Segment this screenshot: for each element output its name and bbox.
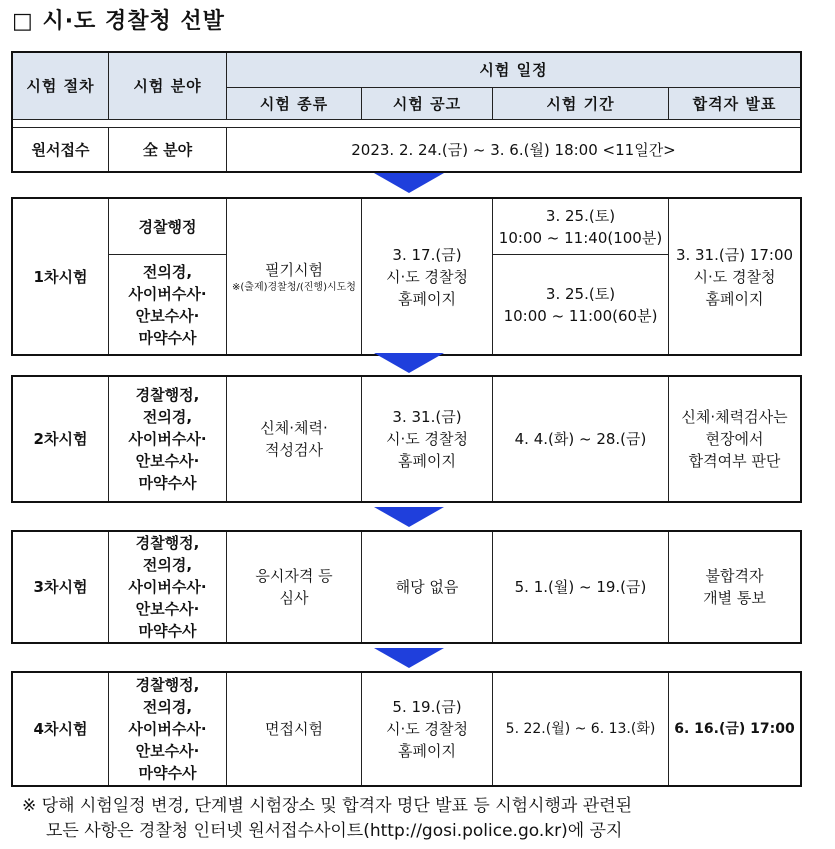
flow-arrow-icon [374,648,444,668]
stage4-field-line: 안보수사· [135,742,200,760]
stage3-result-line: 불합격자 [705,567,764,585]
stage2-field-line: 전의경, [142,408,193,426]
stage2-period: 4. 4.(화) ~ 28.(금) [493,377,669,502]
stage3-result-line: 개별 통보 [703,589,766,607]
stage1-field-b [109,255,227,355]
stage3-label: 3차시험 [13,532,109,643]
flow-arrow-icon [374,353,444,373]
stage2-notice-line: 시·도 경찰청 [386,430,468,448]
stage3-field-line: 전의경, [142,556,193,574]
section-title: □ 시·도 경찰청 선발 [12,9,225,34]
header-result: 합격자 발표 [669,88,801,120]
stage1-field-line: 전의경, [142,262,193,281]
header-field: 시험 분야 [109,53,227,120]
header-type: 시험 종류 [227,88,362,120]
stage1-notice-line: 시·도 경찰청 [386,267,468,286]
stage1-result-line: 홈페이지 [705,289,764,308]
stage2-notice-line: 홈페이지 [398,452,456,470]
stage3-type [227,532,362,643]
stage1-period-b-line: 3. 25.(토) [545,284,616,303]
header-schedule: 시험 일정 [227,53,801,88]
stage4-field-line: 마약수사 [138,764,197,782]
stage3-period: 5. 1.(월) ~ 19.(금) [493,532,669,643]
stage1-label: 1차시험 [13,199,109,355]
stage2-label: 2차시험 [13,377,109,502]
stage2-type [227,377,362,502]
stage1-notice [362,199,493,355]
stage4-notice [362,673,493,786]
header-procedure: 시험 절차 [13,53,109,120]
stage4-field [109,673,227,786]
stage1-result-line: 시·도 경찰청 [693,267,776,286]
stage4-notice-line: 5. 19.(금) [392,698,462,716]
stage2-notice [362,377,493,502]
stage2-result-line: 합격여부 판단 [688,452,781,470]
footnote-line2: 모든 사항은 경찰청 인터넷 원서접수사이트(http://gosi.police.go.kr)에 공지 [46,821,623,841]
stage1-notice-line: 3. 17.(금) [392,245,462,264]
application-period: 2023. 2. 24.(금) ~ 3. 6.(월) 18:00 <11일간> [227,128,801,172]
stage4-period: 5. 22.(월) ~ 6. 13.(화) [493,673,669,786]
stage4-field-line: 경찰행정, [135,676,200,694]
stage3-type-line: 심사 [279,589,309,607]
stage4-notice-line: 시·도 경찰청 [386,720,468,738]
stage1-period-a-line: 10:00 ~ 11:40(100분) [498,228,663,247]
schedule-header-table [12,52,801,172]
stage1-period-a-line: 3. 25.(토) [545,206,616,225]
stage1-period-a [493,199,669,255]
stage3-field [109,532,227,643]
stage4-label: 4차시험 [13,673,109,786]
stage3-field-line: 안보수사· [135,600,200,618]
stage3-field-line: 마약수사 [138,622,197,640]
footnote [22,794,632,844]
stage1-field-line: 사이버수사· [128,284,207,303]
stage1-period-b [493,255,669,355]
header-period: 시험 기간 [493,88,669,120]
stage2-field-line: 마약수사 [138,474,197,492]
stage2-result-line: 신체·체력검사는 [681,408,788,426]
stage3-table [12,531,801,643]
stage3-type-line: 응시자격 등 [255,567,333,585]
stage3-notice: 해당 없음 [362,532,493,643]
stage3-result [669,532,801,643]
stage4-type: 면접시험 [227,673,362,786]
stage2-type-line: 적성검사 [265,441,323,459]
stage2-notice-line: 3. 31.(금) [392,408,462,426]
stage2-field-line: 사이버수사· [128,430,207,448]
stage4-table [12,672,801,786]
stage2-field-line: 안보수사· [135,452,200,470]
stage2-field [109,377,227,502]
stage1-period-b-line: 10:00 ~ 11:00(60분) [503,306,658,325]
footnote-line1: ※ 당해 시험일정 변경, 단계별 시험장소 및 합격자 명단 발표 등 시험시행과 관련된 [22,796,632,816]
stage3-field-line: 사이버수사· [128,578,207,596]
stage1-field-line: 안보수사· [135,306,200,325]
stage4-field-line: 전의경, [142,698,193,716]
stage2-field-line: 경찰행정, [135,386,200,404]
stage2-result-line: 현장에서 [705,430,764,448]
stage3-field-line: 경찰행정, [135,534,200,552]
flow-arrow-icon [374,507,444,527]
stage4-result: 6. 16.(금) 17:00 [669,673,801,786]
stage1-type [227,199,362,355]
stage4-field-line: 사이버수사· [128,720,207,738]
stage2-type-line: 신체·체력· [260,419,328,437]
stage1-table [12,198,801,355]
stage4-notice-line: 홈페이지 [398,742,456,760]
header-notice: 시험 공고 [362,88,493,120]
flow-arrow-icon [374,173,444,193]
stage1-field-a: 경찰행정 [109,199,227,255]
application-field: 全 분야 [109,128,227,172]
stage1-field-line: 마약수사 [138,328,197,347]
stage1-type-note: ※(출제)경찰청/(진행)시도청 [232,282,356,293]
stage1-result [669,199,801,355]
application-label: 원서접수 [13,128,109,172]
stage2-result [669,377,801,502]
stage2-table [12,376,801,502]
stage1-type-text: 필기시험 [265,261,323,279]
stage1-notice-line: 홈페이지 [398,289,456,308]
stage1-result-line: 3. 31.(금) 17:00 [675,245,794,264]
